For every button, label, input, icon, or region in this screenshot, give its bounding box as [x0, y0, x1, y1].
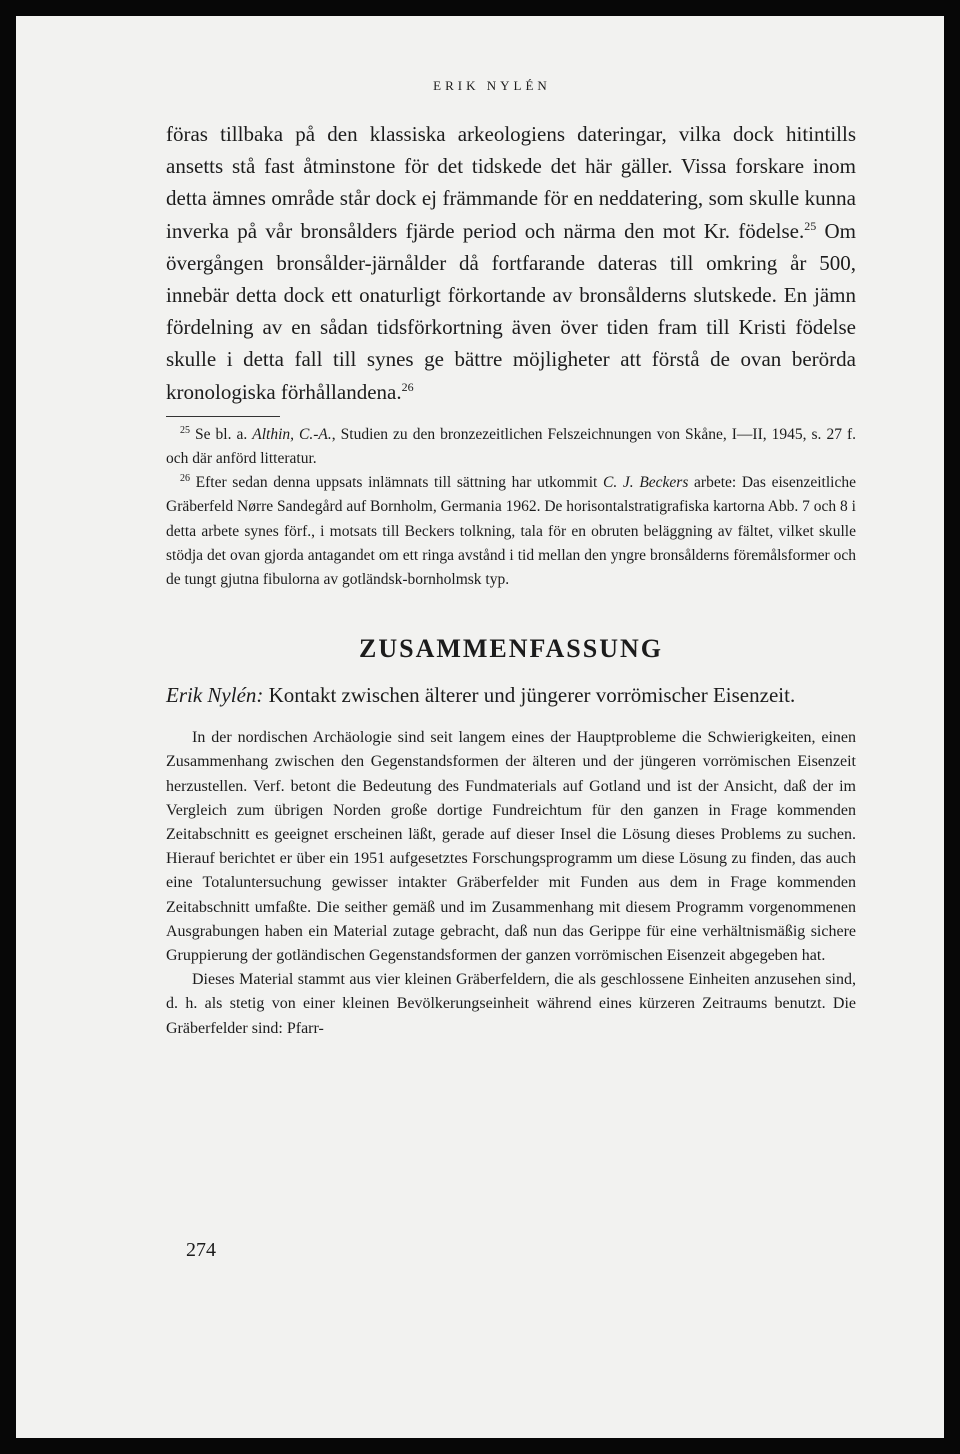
body-text-part-2: Om övergången bronsålder-järnålder då fortfarande dateras till omkring år 500, innebär detta dock ett onaturligt förkortande av bronsålderns slutskede. En jämn fördelning av en sådan tidsförkortning även över tiden fram till Kristi födelse skulle i detta fall till synes ge bättre möjligheter att förstå de ovan berörda kronologiska förhållandena. — [166, 218, 856, 404]
footnote-author: Althin, C.-A. — [252, 425, 332, 443]
summary-title-text: Kontakt zwischen älterer und jüngerer vorrömischer Eisenzeit. — [263, 683, 796, 708]
document-page — [16, 16, 944, 1438]
footnote-author: C. J. Beckers — [603, 474, 689, 492]
footnote-text: Se bl. a. — [190, 425, 253, 443]
section-heading: ZUSAMMENFASSUNG — [359, 634, 663, 664]
body-text-part-1: föras tillbaka på den klassiska arkeologiens dateringar, vilka dock hitintills ansetts stå fast åtminstone för det tidskede det här gäller. Vissa forskare inom detta ämnes område står dock ej främmande för en neddatering, som skulle kunna inverka på vår bronsålders fjärde period och närma den mot Kr. födelse. — [166, 122, 856, 243]
summary-body — [166, 726, 856, 1041]
footnote-text: Efter sedan denna uppsats inlämnats till sättning har utkommit — [190, 474, 604, 492]
summary-title — [166, 680, 856, 710]
page-content — [166, 118, 856, 1041]
running-head: ERIK NYLÉN — [433, 78, 551, 93]
footnote-ref-26[interactable]: 26 — [401, 379, 414, 394]
footnote-26 — [166, 471, 856, 592]
footnote-25 — [166, 423, 856, 471]
footnote-ref-25[interactable]: 25 — [804, 218, 817, 233]
page-number: 274 — [186, 1239, 216, 1261]
footnote-text: , Studien zu den bronzezeitlichen Felszeichnungen von Skåne, I—II, 1945, s. 27 f. och där anförd litteratur. — [166, 425, 856, 468]
footnote-text: arbete: Das eisenzeitliche Gräberfeld Nørre Sandegård auf Bornholm, Germania 1962. De horisontalstratigrafiska kartorna Abb. 7 och 8 i detta arbete synes förf., i motsats till Beckers tolkning, tala för en obruten beläggning av fältet, vilket skulle stödja det ovan gjorda antagandet om ett ringa avstånd i tid mellan den yngre bronsålderns föremålsformer och de tungt gjutna fibulorna av gotländsk-bornholmsk typ. — [166, 474, 856, 589]
footnote-number-26: 26 — [180, 473, 190, 485]
footnote-number-25: 25 — [180, 424, 190, 436]
summary-paragraph-2: Dieses Material stammt aus vier kleinen Gräberfeldern, die als geschlossene Einheiten anzusehen sind, d. h. als stetig von einer kleinen Bevölkerungseinheit während eines kürzeren Zeitraums benutzt. Die Gräberfelder sind: Pfarr- — [166, 971, 856, 1037]
footnotes — [166, 423, 856, 592]
footnote-divider — [166, 416, 280, 417]
summary-author: Erik Nylén: — [166, 683, 264, 708]
summary-paragraph-1: In der nordischen Archäologie sind seit langem eines der Hauptprobleme die Schwierigkeiten, einen Zusammenhang zwischen den Gegenstandsformen der älteren und der jüngeren vorrömischen Eisenzeit herzustellen. Verf. betont die Bedeutung des Fundmaterials auf Gotland und ist der Ansicht, daß der im Vergleich zum übrigen Norden große dortige Fundreichtum für den ganzen in Frage kommenden Zeitabschnitt es geeignet erscheinen läßt, gerade auf dieser Insel die Lösung dieses Problems zu suchen. Hierauf berichtet er über ein 1951 aufgesetztes Forschungsprogramm um diese Lösung zu finden, das auch eine Totaluntersuchung gewisser intakter Gräberfelder mit Funden aus dem in Frage kommenden Zeitabschnitt umfaßte. Die seither gemäß und im Zusammenhang mit diesem Programm vorgenommenen Ausgrabungen haben ein Material zutage gebracht, daß nun das Gerippe für eine verhältnismäßig sichere Gruppierung der gotländischen Gegenstandsformen der ganzen vorrömischen Eisenzeit abgegeben hat. — [166, 729, 856, 965]
body-paragraph — [166, 118, 856, 408]
